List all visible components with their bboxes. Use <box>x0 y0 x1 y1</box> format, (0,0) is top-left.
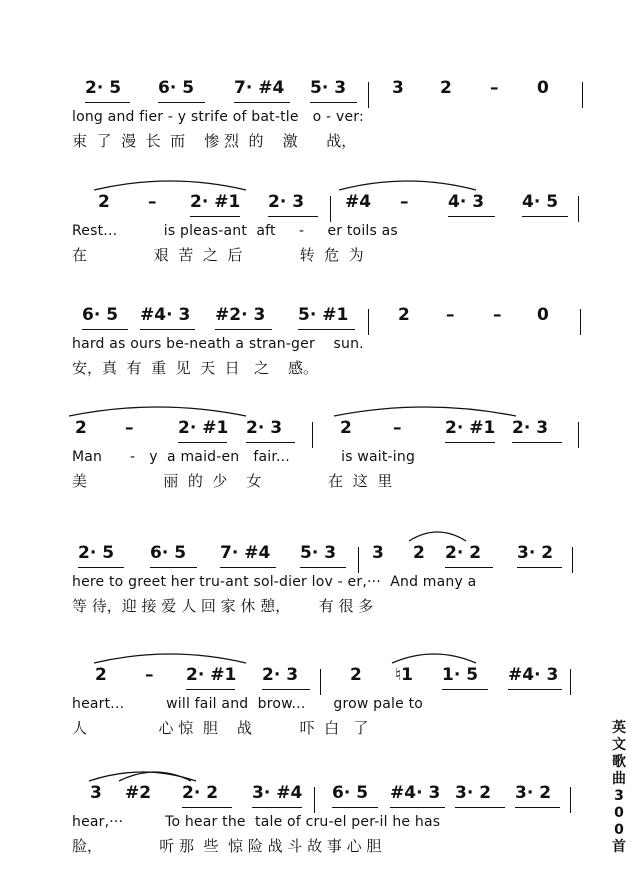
side-caption-char: 曲 <box>612 771 626 787</box>
barline <box>572 547 573 573</box>
underline-beam <box>448 216 495 217</box>
underline-beam <box>517 567 562 568</box>
jianpu-note: – <box>400 192 409 212</box>
english-lyrics: heart... will fail and brow... grow pale to <box>72 696 424 712</box>
chinese-lyrics: 等 待，迎 接 爱 人 回 家 休 憩， 有 很 多 <box>72 597 374 615</box>
jianpu-note: 2 <box>398 305 410 325</box>
underline-beam <box>140 329 195 330</box>
underline-beam <box>300 567 346 568</box>
jianpu-note: 3· #4 <box>252 783 303 803</box>
jianpu-note: 2· 3 <box>512 418 549 438</box>
underline-beam <box>508 689 562 690</box>
underline-beam <box>158 102 205 103</box>
jianpu-note: 2· 2 <box>182 783 219 803</box>
barline <box>368 309 369 335</box>
side-caption-char: 歌 <box>612 754 626 770</box>
underline-beam <box>268 216 318 217</box>
jianpu-note: 1· 5 <box>442 665 479 685</box>
side-caption-char: 0 <box>614 822 624 838</box>
side-caption-char: 0 <box>614 805 624 821</box>
score-system <box>0 78 600 188</box>
barline <box>570 787 571 813</box>
jianpu-note: #2· 3 <box>215 305 266 325</box>
jianpu-note: 2· #1 <box>190 192 241 212</box>
jianpu-note: 2· 2 <box>445 543 482 563</box>
jianpu-note: 3 <box>372 543 384 563</box>
underline-beam <box>442 689 488 690</box>
jianpu-note: 7· #4 <box>220 543 271 563</box>
underline-beam <box>186 689 235 690</box>
jianpu-note: #2 <box>125 783 152 803</box>
underline-beam <box>515 807 560 808</box>
score-system <box>0 192 600 302</box>
english-lyrics: here to greet her tru-ant sol-dier lov - er,··· And many a <box>72 574 477 590</box>
score-system <box>0 543 600 653</box>
jianpu-note: – <box>493 305 502 325</box>
underline-beam <box>215 329 272 330</box>
jianpu-note: – <box>148 192 157 212</box>
jianpu-note: ♮1 <box>395 665 413 685</box>
jianpu-note: 2· 3 <box>268 192 305 212</box>
underline-beam <box>178 442 227 443</box>
jianpu-note: 5· 3 <box>300 543 337 563</box>
jianpu-note: 6· 5 <box>82 305 119 325</box>
jianpu-note: 4· 3 <box>448 192 485 212</box>
chinese-lyrics: 安，真 有 重 见 天 日 之 感。 <box>72 359 319 377</box>
underline-beam <box>445 442 495 443</box>
barline <box>320 669 321 695</box>
underline-beam <box>150 567 197 568</box>
underline-beam <box>252 807 302 808</box>
jianpu-note: – <box>393 418 402 438</box>
jianpu-note: 2· #1 <box>178 418 229 438</box>
jianpu-note: 2 <box>95 665 107 685</box>
jianpu-note: 4· 5 <box>522 192 559 212</box>
jianpu-note: 6· 5 <box>150 543 187 563</box>
jianpu-note: – <box>145 665 154 685</box>
chinese-lyrics: 美 丽 的 少 女 在 这 里 <box>72 472 393 490</box>
jianpu-note: 2· 5 <box>85 78 122 98</box>
jianpu-note: 2 <box>350 665 362 685</box>
underline-beam <box>455 807 505 808</box>
score-system <box>0 783 600 893</box>
score-system <box>0 665 600 775</box>
jianpu-note: – <box>125 418 134 438</box>
underline-beam <box>78 567 124 568</box>
chinese-lyrics: 脸， 听 那 些 惊 险 战 斗 故 事 心 胆 <box>72 837 382 855</box>
jianpu-note: 0 <box>537 305 549 325</box>
jianpu-note: 0 <box>537 78 549 98</box>
underline-beam <box>332 807 378 808</box>
underline-beam <box>220 567 276 568</box>
english-lyrics: Man - y a maid-en fair... is wait-ing <box>72 449 416 465</box>
side-caption-char: 英 <box>612 720 626 736</box>
slur-mark <box>90 649 250 665</box>
slur-mark <box>335 176 480 192</box>
underline-beam <box>445 567 493 568</box>
jianpu-note: 2 <box>98 192 110 212</box>
english-lyrics: long and fier - y strife of bat-tle o - ver: <box>72 109 364 125</box>
book-title-vertical <box>608 720 630 856</box>
underline-beam <box>310 102 357 103</box>
jianpu-note: 2· 5 <box>78 543 115 563</box>
slur-mark <box>65 402 250 418</box>
underline-beam <box>390 807 445 808</box>
score-system <box>0 305 600 415</box>
english-lyrics: Rest... is pleas-ant aft - er toils as <box>72 223 398 239</box>
english-lyrics: hard as ours be-neath a stran-ger sun. <box>72 336 364 352</box>
underline-beam <box>182 807 232 808</box>
score-system <box>0 418 600 528</box>
jianpu-note: #4 <box>345 192 372 212</box>
barline <box>312 422 313 448</box>
slur-mark <box>388 649 480 665</box>
jianpu-note: #4· 3 <box>508 665 559 685</box>
barline <box>368 82 369 108</box>
jianpu-note: #4· 3 <box>390 783 441 803</box>
jianpu-note: 2· 3 <box>246 418 283 438</box>
underline-beam <box>262 689 310 690</box>
barline <box>580 309 581 335</box>
jianpu-note: 2· #1 <box>445 418 496 438</box>
jianpu-note: 2 <box>440 78 452 98</box>
underline-beam <box>522 216 568 217</box>
jianpu-note: 3· 2 <box>455 783 492 803</box>
barline <box>570 669 571 695</box>
side-caption-char: 3 <box>614 788 624 804</box>
jianpu-note: 2 <box>413 543 425 563</box>
barline <box>330 196 331 222</box>
jianpu-note: 3 <box>392 78 404 98</box>
jianpu-note: 6· 5 <box>158 78 195 98</box>
jianpu-note: 5· 3 <box>310 78 347 98</box>
underline-beam <box>234 102 290 103</box>
underline-beam <box>85 102 130 103</box>
jianpu-note: 2 <box>75 418 87 438</box>
jianpu-note: 3· 2 <box>517 543 554 563</box>
side-caption-char: 文 <box>612 737 626 753</box>
barline <box>358 547 359 573</box>
slur-mark <box>405 527 470 543</box>
slur-mark <box>115 767 195 783</box>
underline-beam <box>246 442 295 443</box>
underline-beam <box>190 216 240 217</box>
barline <box>578 422 579 448</box>
jianpu-note: 2 <box>340 418 352 438</box>
jianpu-note: – <box>490 78 499 98</box>
jianpu-note: 5· #1 <box>298 305 349 325</box>
jianpu-note: 3 <box>90 783 102 803</box>
underline-beam <box>512 442 562 443</box>
underline-beam <box>82 329 128 330</box>
side-caption-char: 首 <box>612 839 626 855</box>
jianpu-note: 7· #4 <box>234 78 285 98</box>
english-lyrics: hear,··· To hear the tale of cru-el per-il he has <box>72 814 441 830</box>
slur-mark <box>90 176 250 192</box>
jianpu-note: #4· 3 <box>140 305 191 325</box>
jianpu-note: – <box>446 305 455 325</box>
jianpu-note: 2· 3 <box>262 665 299 685</box>
chinese-lyrics: 束 了 漫 长 而 惨 烈 的 激 战， <box>72 132 357 150</box>
underline-beam <box>298 329 355 330</box>
jianpu-note: 3· 2 <box>515 783 552 803</box>
chinese-lyrics: 人 心 惊 胆 战 吓 白 了 <box>72 719 369 737</box>
barline <box>578 196 579 222</box>
jianpu-note: 6· 5 <box>332 783 369 803</box>
slur-mark <box>330 402 520 418</box>
jianpu-note: 2· #1 <box>186 665 237 685</box>
barline <box>582 82 583 108</box>
chinese-lyrics: 在 艰 苦 之 后 转 危 为 <box>72 246 364 264</box>
barline <box>314 787 315 813</box>
